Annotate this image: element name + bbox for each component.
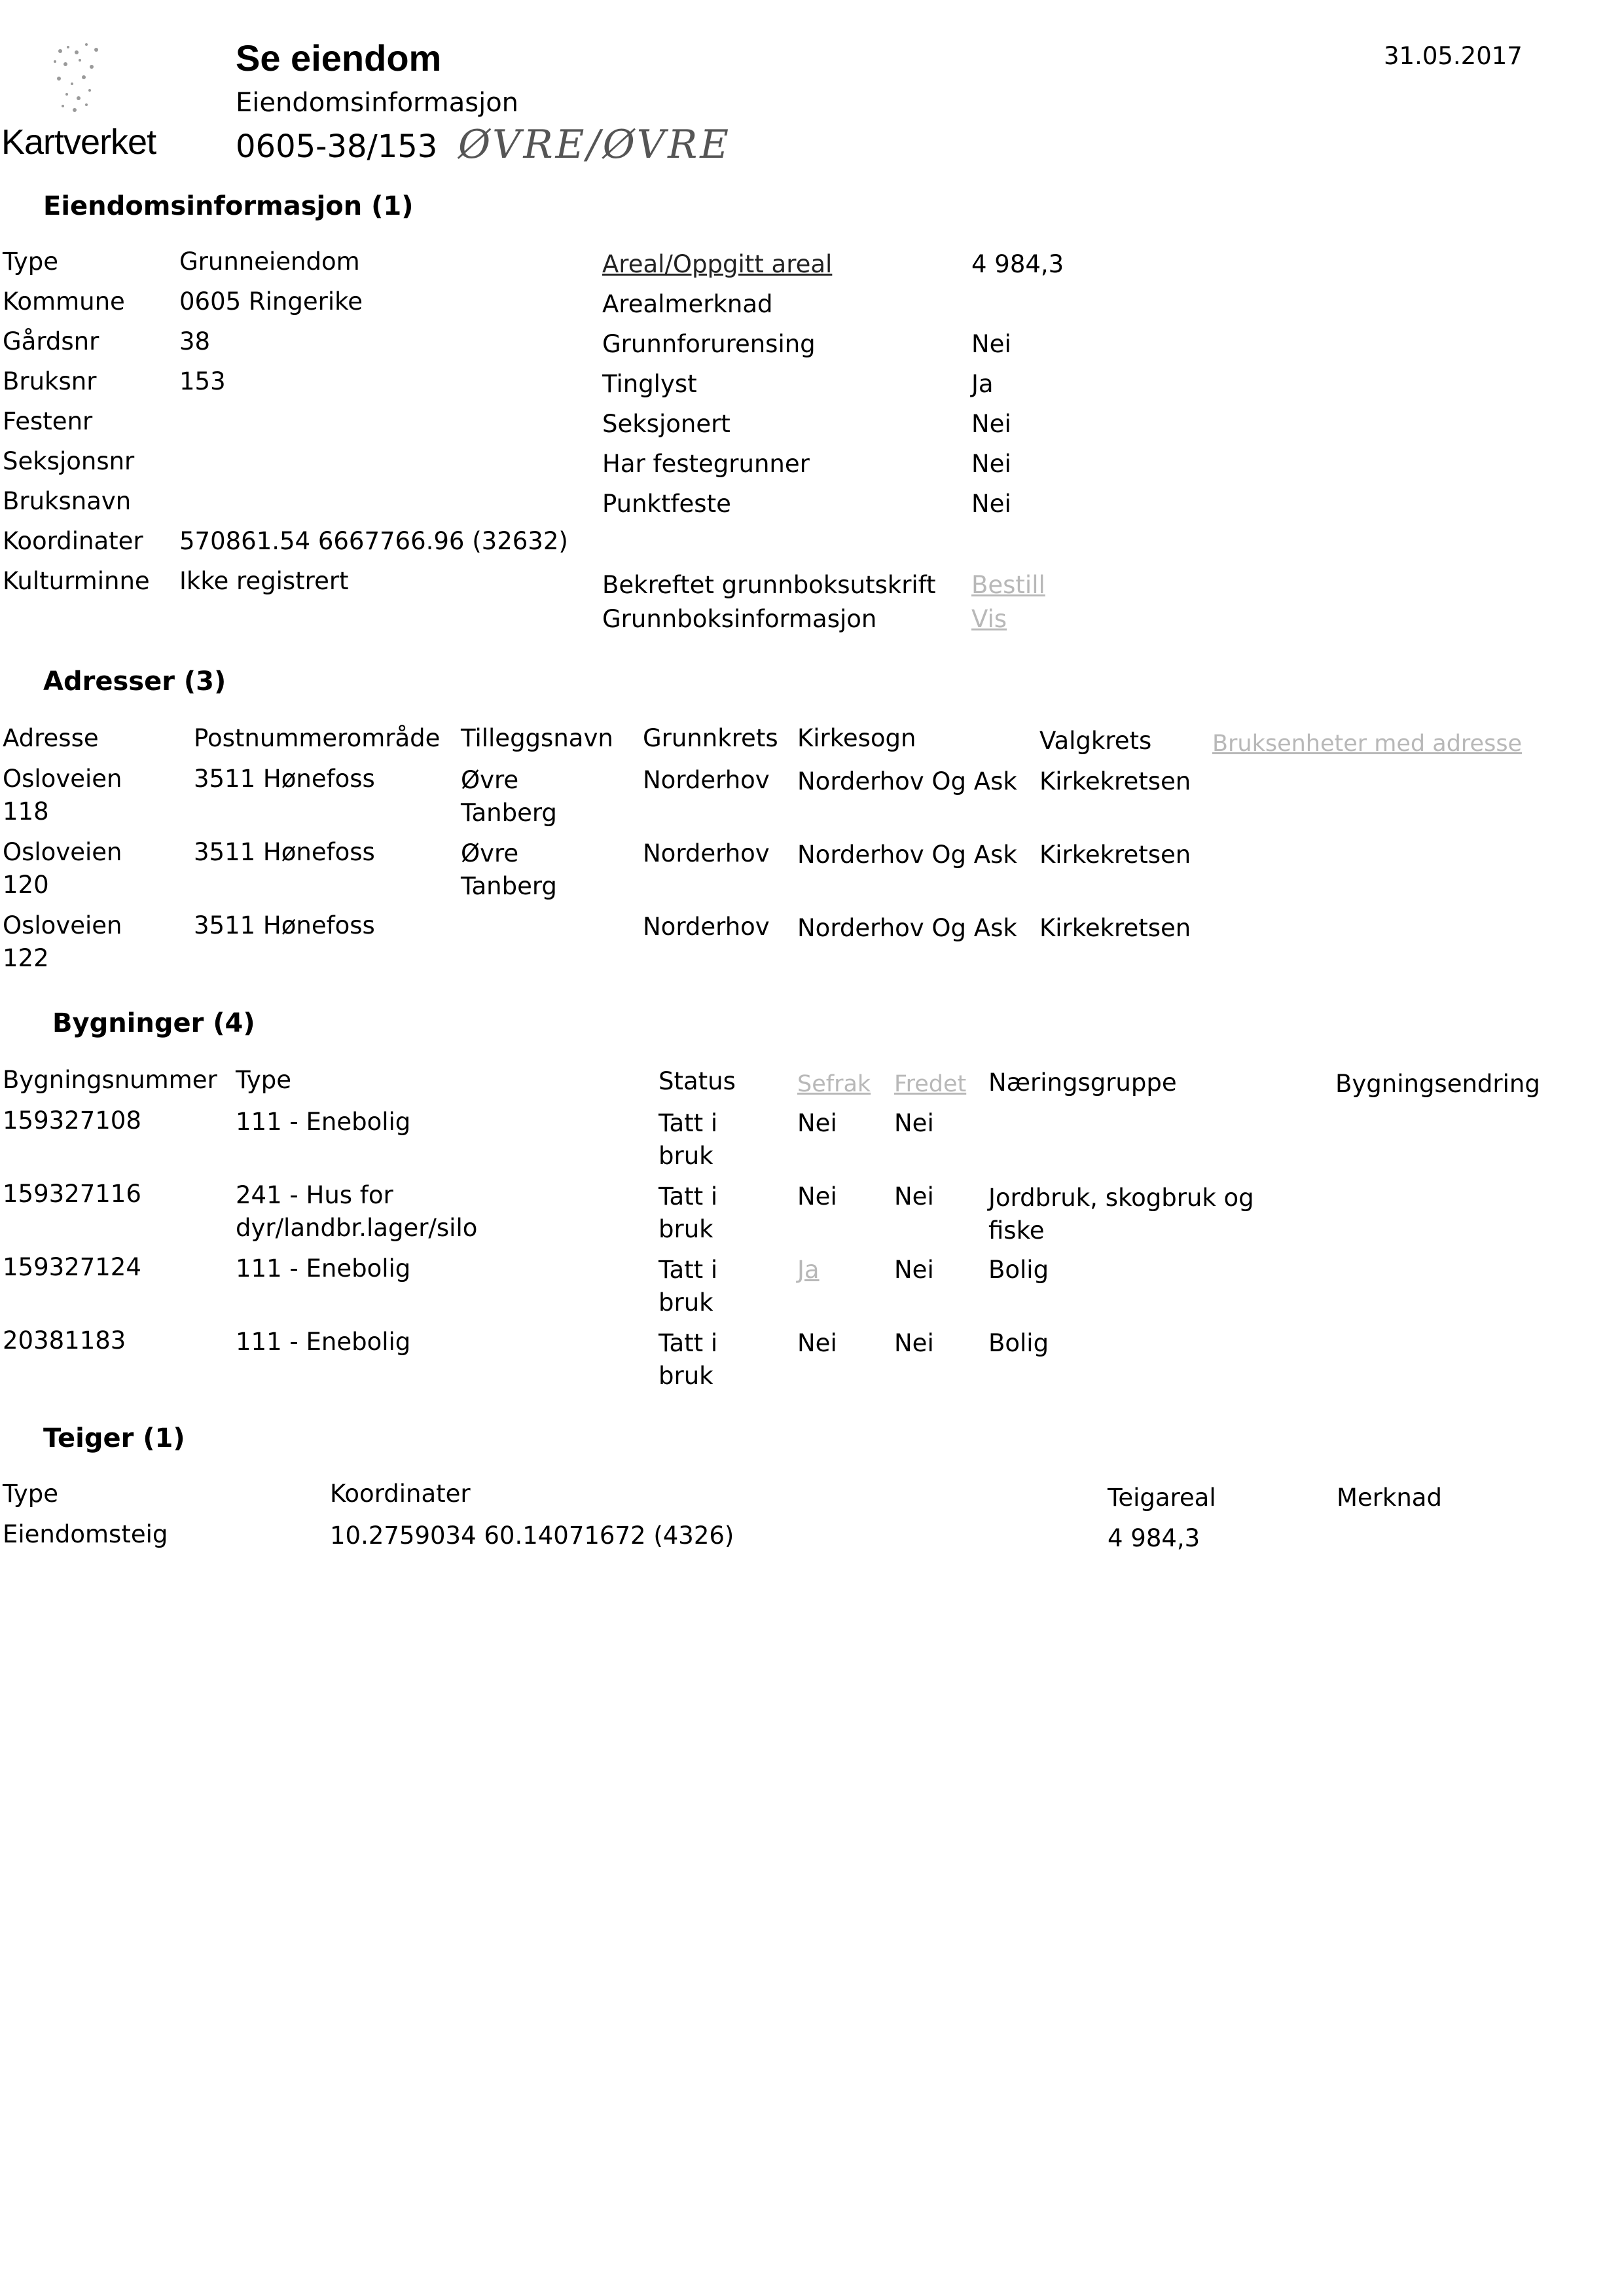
table-cell: 3511 Hønefoss: [194, 911, 375, 939]
info-label: Har festegrunner: [602, 450, 810, 478]
table-cell: dyr/landbr.lager/silo: [236, 1214, 478, 1242]
info-value: Nei: [971, 330, 1011, 358]
table-cell: Norderhov Og Ask: [797, 767, 1017, 795]
info-value: 38: [179, 327, 211, 355]
table-cell: 111 - Enebolig: [236, 1254, 411, 1283]
column-header: Type: [3, 1480, 58, 1508]
bruksenheter-link[interactable]: Bruksenheter med adresse: [1212, 731, 1523, 757]
table-cell: Kirkekretsen: [1039, 841, 1191, 869]
info-label: Bruksnavn: [3, 487, 132, 515]
table-cell: bruk: [659, 1362, 713, 1390]
table-cell: Norderhov: [643, 913, 770, 941]
column-header: Postnummerområde: [194, 724, 441, 752]
info-value: Grunneiendom: [179, 247, 360, 276]
column-header: Adresse: [3, 724, 99, 752]
info-label: Arealmerknad: [602, 290, 773, 318]
table-cell: Kirkekretsen: [1039, 767, 1191, 795]
table-cell: Bolig: [988, 1329, 1049, 1357]
table-cell: 159327116: [3, 1180, 141, 1208]
info-value: Ja: [971, 370, 994, 398]
section-title-adresser: Adresser (3): [43, 666, 226, 697]
table-cell: 111 - Enebolig: [236, 1108, 411, 1136]
table-cell: Nei: [894, 1109, 934, 1137]
info-label: Tinglyst: [602, 370, 697, 398]
column-header: Valgkrets: [1039, 727, 1152, 755]
table-cell: 111 - Enebolig: [236, 1328, 411, 1356]
table-cell: Tatt i: [659, 1109, 718, 1137]
info-label: Seksjonert: [602, 410, 731, 438]
table-cell: Øvre: [461, 766, 519, 794]
table-cell: Norderhov: [643, 839, 770, 867]
column-header: Koordinater: [330, 1480, 471, 1508]
areal-link[interactable]: Areal/Oppgitt areal: [602, 250, 833, 278]
table-cell: bruk: [659, 1288, 713, 1317]
table-cell: Tatt i: [659, 1256, 718, 1284]
table-cell: bruk: [659, 1215, 713, 1243]
bestill-link[interactable]: Bestill: [971, 571, 1045, 599]
info-label: Bekreftet grunnboksutskrift: [602, 571, 936, 599]
table-cell: 120: [3, 871, 49, 899]
column-header: Kirkesogn: [797, 724, 916, 752]
property-code: 0605-38/153: [236, 128, 438, 165]
table-cell: Bolig: [988, 1256, 1049, 1284]
page-subtitle: Eiendomsinformasjon: [236, 88, 519, 118]
table-cell: 159327124: [3, 1253, 141, 1281]
info-label: Seksjonsnr: [3, 447, 135, 475]
info-label: Type: [3, 247, 58, 276]
column-header: Grunnkrets: [643, 724, 778, 752]
table-cell: Osloveien: [3, 838, 122, 866]
column-header: Merknad: [1337, 1484, 1442, 1512]
info-value: 570861.54 6667766.96 (32632): [179, 527, 568, 555]
info-label: Gårdsnr: [3, 327, 99, 355]
table-cell: Norderhov Og Ask: [797, 841, 1017, 869]
info-label: Grunnforurensing: [602, 330, 816, 358]
table-cell: Tanberg: [461, 872, 557, 900]
info-label: Kulturminne: [3, 567, 150, 595]
table-cell: 10.2759034 60.14071672 (4326): [330, 1522, 734, 1550]
table-cell: 20381183: [3, 1326, 126, 1355]
info-label: Koordinater: [3, 527, 143, 555]
table-cell: 118: [3, 797, 49, 826]
table-cell: Norderhov: [643, 766, 770, 794]
info-value: 153: [179, 367, 226, 395]
info-value: 0605 Ringerike: [179, 287, 363, 316]
info-value: Nei: [971, 410, 1011, 438]
table-cell: Osloveien: [3, 911, 122, 939]
sefrak-link[interactable]: Sefrak: [797, 1071, 871, 1097]
table-cell: Tatt i: [659, 1182, 718, 1211]
kartverket-logo-icon: [41, 38, 113, 123]
section-title-eiendom: Eiendomsinformasjon (1): [43, 191, 414, 221]
info-value: 4 984,3: [971, 250, 1064, 278]
table-cell: Nei: [797, 1109, 837, 1137]
table-cell: Tatt i: [659, 1329, 718, 1357]
column-header: Status: [659, 1067, 736, 1095]
table-cell: 3511 Hønefoss: [194, 838, 375, 866]
column-header: Type: [236, 1066, 291, 1094]
fredet-link[interactable]: Fredet: [894, 1071, 967, 1097]
column-header: Tilleggsnavn: [461, 724, 613, 752]
table-cell: Jordbruk, skogbruk og: [988, 1184, 1254, 1212]
column-header: Bygningsendring: [1335, 1070, 1540, 1098]
info-value: Ikke registrert: [179, 567, 349, 595]
table-cell: bruk: [659, 1142, 713, 1170]
kartverket-logo-text: Kartverket: [1, 122, 156, 162]
info-label: Punktfeste: [602, 490, 731, 518]
column-header: Næringsgruppe: [988, 1068, 1177, 1097]
table-cell: 4 984,3: [1108, 1524, 1200, 1552]
table-cell: Nei: [894, 1182, 934, 1211]
table-cell: Osloveien: [3, 765, 122, 793]
info-value: Nei: [971, 490, 1011, 518]
table-cell: 3511 Hønefoss: [194, 765, 375, 793]
table-cell: fiske: [988, 1216, 1045, 1245]
info-label: Grunnboksinformasjon: [602, 605, 877, 633]
table-cell: Tanberg: [461, 799, 557, 827]
column-header: Bygningsnummer: [3, 1066, 217, 1094]
info-value: Nei: [971, 450, 1011, 478]
table-cell: Nei: [797, 1329, 837, 1357]
table-cell: 241 - Hus for: [236, 1181, 393, 1209]
table-cell: Kirkekretsen: [1039, 914, 1191, 942]
section-title-teiger: Teiger (1): [43, 1423, 185, 1453]
table-cell: 159327108: [3, 1106, 141, 1135]
table-cell: 122: [3, 944, 49, 972]
table-cell: Eiendomsteig: [3, 1520, 168, 1548]
page-title: Se eiendom: [236, 37, 442, 79]
table-cell: Nei: [894, 1256, 934, 1284]
table-cell: Nei: [894, 1329, 934, 1357]
handwritten-note: ØVRE/ØVRE: [458, 122, 732, 168]
print-date: 31.05.2017: [1384, 42, 1523, 70]
sefrak-ja-link[interactable]: Ja: [797, 1256, 820, 1284]
info-label: Festenr: [3, 407, 93, 435]
info-label: Kommune: [3, 287, 125, 316]
table-cell: Øvre: [461, 839, 519, 867]
table-cell: Norderhov Og Ask: [797, 914, 1017, 942]
column-header: Teigareal: [1108, 1484, 1216, 1512]
info-label: Bruksnr: [3, 367, 97, 395]
vis-link[interactable]: Vis: [971, 605, 1007, 633]
table-cell: Nei: [797, 1182, 837, 1211]
section-title-bygninger: Bygninger (4): [52, 1008, 255, 1038]
